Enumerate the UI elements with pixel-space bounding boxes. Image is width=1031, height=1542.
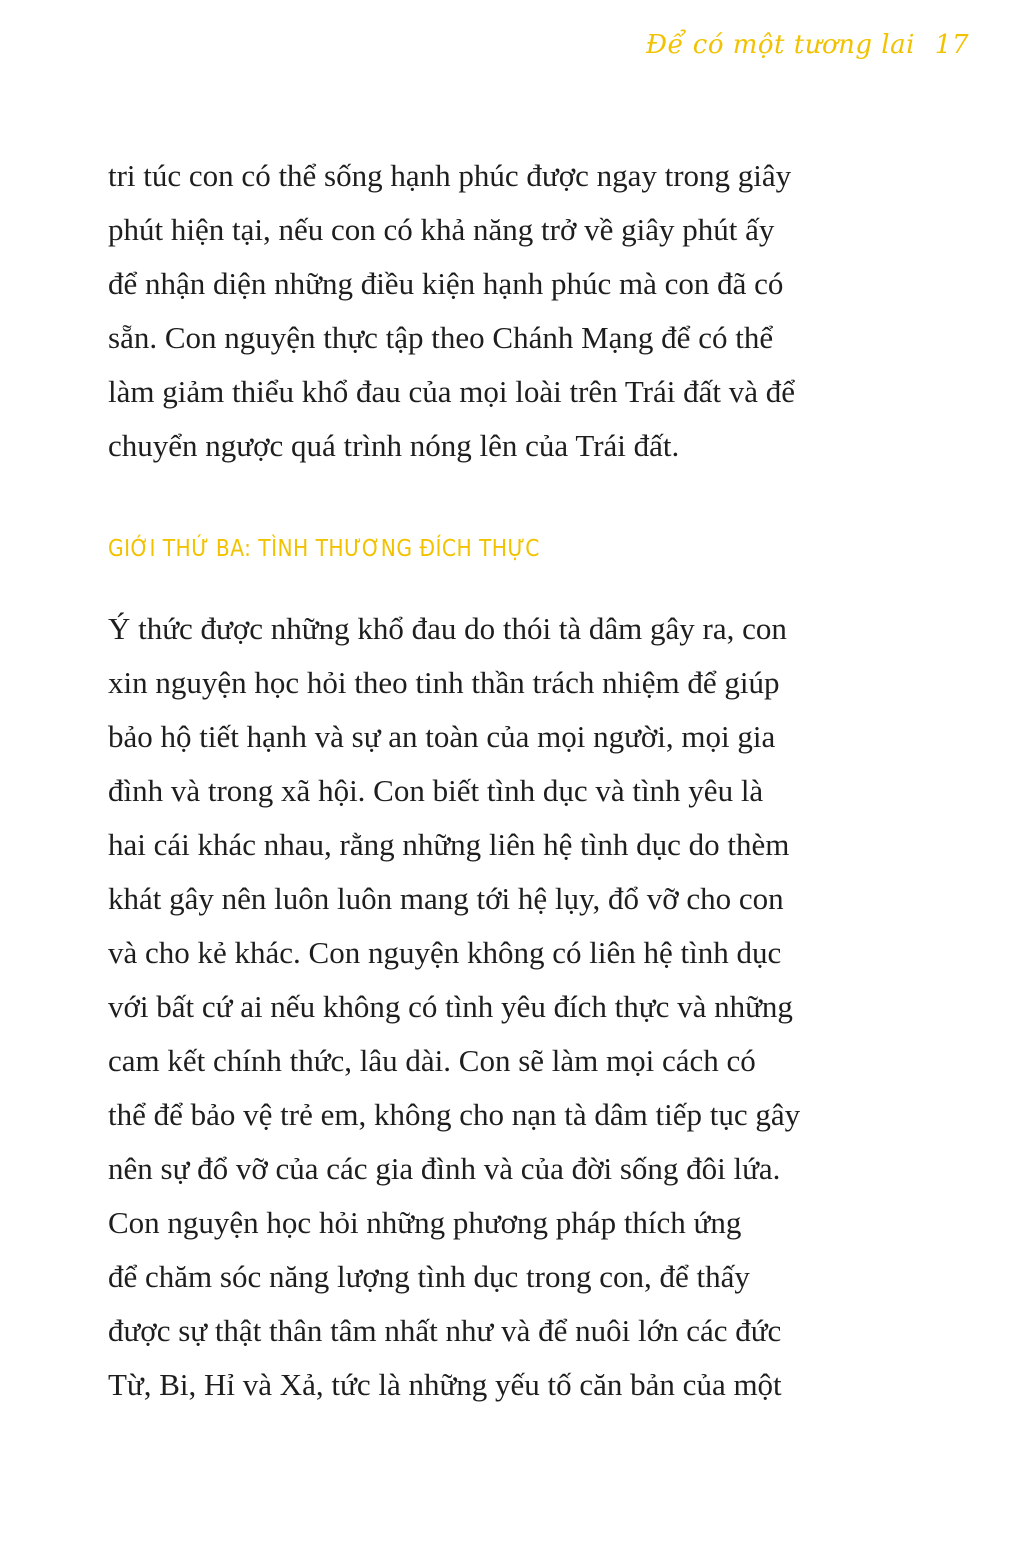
paragraph-1 bbox=[108, 149, 880, 473]
text-line: và cho kẻ khác. Con nguyện không có liên hệ tình dục bbox=[108, 935, 782, 970]
text-line: Từ, Bi, Hỉ và Xả, tức là những yếu tố căn bản của một bbox=[108, 1367, 782, 1402]
text-line: với bất cứ ai nếu không có tình yêu đích thực và những bbox=[108, 989, 793, 1024]
text-line: sẵn. Con nguyện thực tập theo Chánh Mạng để có thể bbox=[108, 320, 774, 355]
text-line: tri túc con có thể sống hạnh phúc được ngay trong giây bbox=[108, 158, 792, 193]
paragraph-2 bbox=[108, 602, 880, 1412]
text-line: Con nguyện học hỏi những phương pháp thích ứng bbox=[108, 1205, 742, 1240]
text-line: chuyển ngược quá trình nóng lên của Trái đất. bbox=[108, 428, 680, 463]
text-line: khát gây nên luôn luôn mang tới hệ lụy, đổ vỡ cho con bbox=[108, 881, 784, 916]
text-line: xin nguyện học hỏi theo tinh thần trách nhiệm để giúp bbox=[108, 665, 780, 700]
running-head bbox=[646, 30, 969, 60]
section-heading: GIỚI THỨ BA: TÌNH THƯƠNG ĐÍCH THỰC bbox=[108, 536, 540, 562]
text-line: bảo hộ tiết hạnh và sự an toàn của mọi người, mọi gia bbox=[108, 719, 776, 754]
page-number: 17 bbox=[934, 30, 969, 60]
text-line: để nhận diện những điều kiện hạnh phúc mà con đã có bbox=[108, 266, 784, 301]
text-line: đình và trong xã hội. Con biết tình dục và tình yêu là bbox=[108, 773, 764, 808]
running-head-title: Để có một tương lai bbox=[646, 30, 915, 60]
text-line: được sự thật thân tâm nhất như và để nuôi lớn các đức bbox=[108, 1313, 782, 1348]
text-line: cam kết chính thức, lâu dài. Con sẽ làm mọi cách có bbox=[108, 1043, 756, 1078]
text-line: phút hiện tại, nếu con có khả năng trở về giây phút ấy bbox=[108, 212, 775, 247]
text-line: hai cái khác nhau, rằng những liên hệ tình dục do thèm bbox=[108, 827, 790, 862]
text-line: làm giảm thiểu khổ đau của mọi loài trên Trái đất và để bbox=[108, 374, 796, 409]
text-line: thể để bảo vệ trẻ em, không cho nạn tà dâm tiếp tục gây bbox=[108, 1097, 801, 1132]
text-line: để chăm sóc năng lượng tình dục trong con, để thấy bbox=[108, 1259, 750, 1294]
text-line: Ý thức được những khổ đau do thói tà dâm gây ra, con bbox=[108, 611, 787, 646]
text-line: nên sự đổ vỡ của các gia đình và của đời sống đôi lứa. bbox=[108, 1151, 781, 1186]
